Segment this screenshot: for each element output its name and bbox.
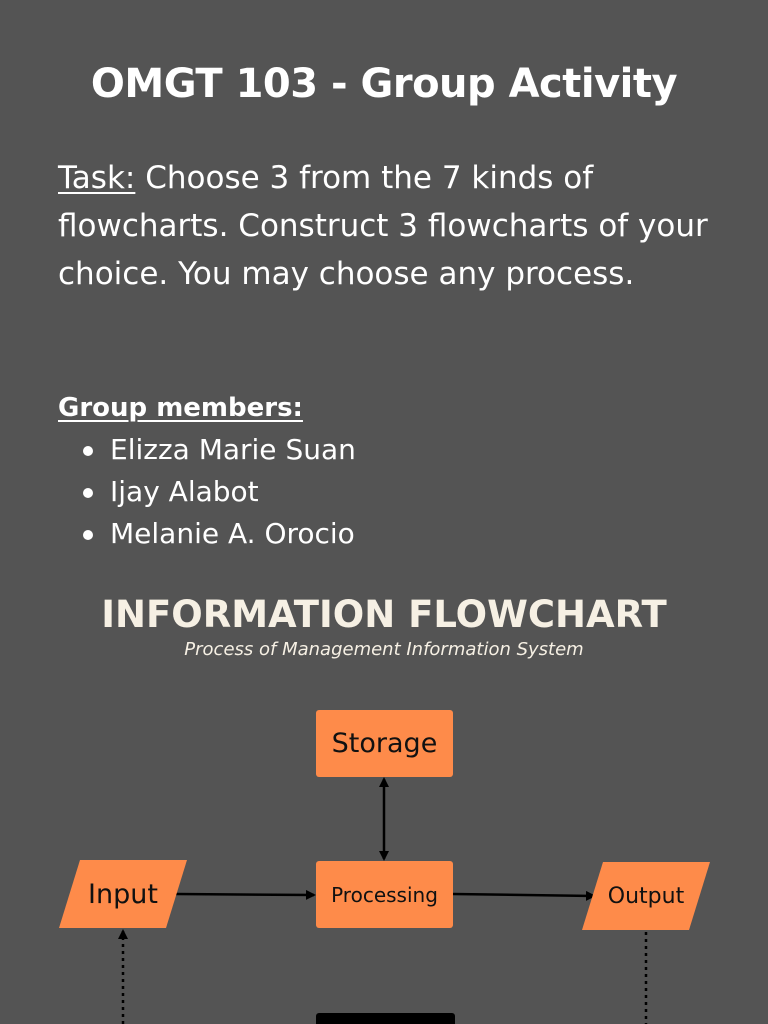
storage-node	[316, 710, 453, 777]
page-title: OMGT 103 - Group Activity	[90, 61, 678, 107]
processing-node	[316, 861, 453, 928]
task-label: Task:	[58, 160, 136, 196]
flowchart-subtitle: Process of Management Information System	[184, 639, 584, 660]
task-description	[58, 154, 708, 298]
member-item: Melanie A. Orocio	[80, 513, 356, 555]
storage-label: Storage	[331, 728, 438, 759]
input-label: Input	[88, 878, 158, 910]
output-node	[582, 862, 710, 930]
group-members-heading: Group members:	[58, 393, 303, 423]
output-label: Output	[607, 883, 685, 909]
group-members-list	[80, 429, 356, 555]
processing-label: Processing	[331, 882, 438, 907]
member-item: Ijay Alabot	[80, 471, 356, 513]
input-node	[59, 860, 187, 928]
flowchart-title: INFORMATION FLOWCHART	[101, 593, 667, 636]
next-node-partial	[316, 1013, 455, 1024]
member-item: Elizza Marie Suan	[80, 429, 356, 471]
input-processing-arrow	[176, 894, 314, 895]
task-text: Choose 3 from the 7 kinds of flowcharts. Construct 3 flowcharts of your choice. You may choose any process.	[58, 160, 708, 292]
processing-output-arrow	[453, 894, 594, 896]
